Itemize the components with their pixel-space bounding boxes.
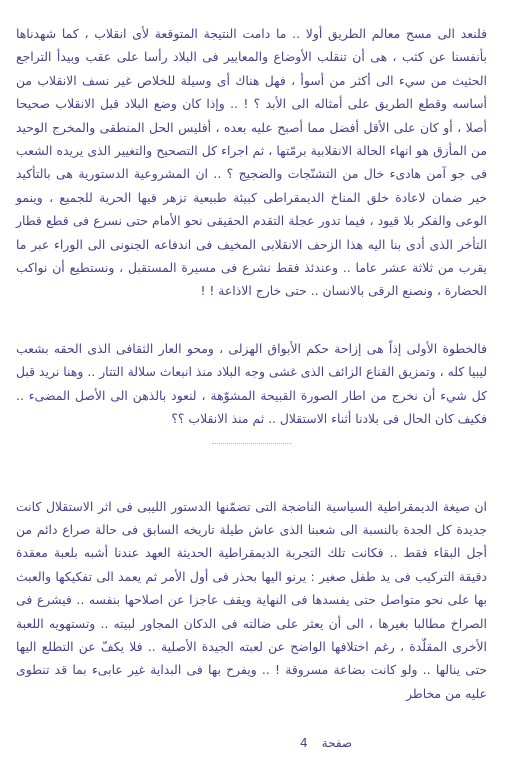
paragraph-3: ان صيغة الديمقراطية السياسية الناضجة التى تضمّنها الدستور الليبى فى اثر الاستقلال كانت جديدة كل الجدة بالنسبة الى شعبنا الذى عاش طيلة تاريخه السابق فى حالة صراع دائم من أجل البقاء فقط .. فكانت تلك التجربة الديمقراطية الحديثة العهد عندنا أشبه بلعبة معقدة دقيقة التركيب فى يد طفل صغير : يرنو اليها بحذر فى أول الأمر ثم يعمد الى تفكيكها والعبث بها على نحو متواصل حتى يفسدها فى النهاية ويقف عاجزا عن اصلاحها بنفسه .. فيشرع فى الصراخ مطالبا بغيرها ، الى أن يعثر على ضالته فى الدكان المجاور لبيته .. وتستهويه اللعبة الأخرى المقلّدة ، رغم اختلافها الواضح عن لعبته الجيدة الأصلية .. فلا يكفّ عن التطلع اليها حتى ينالها .. ولو كانت بضاعة مسروقة ! .. ويفرح بها فى البداية غير عابىء بما قد تنطوى عليه من مخاطر xyxy=(16,498,487,701)
section-divider xyxy=(212,443,292,445)
page-label: صفحة xyxy=(321,736,353,750)
page-number: 4 xyxy=(300,736,308,750)
paragraph-2: فالخطوة الأولى إذاً هى إزاحة حكم الأبواق الهزلى ، ومحو العار الثقافى الذى الحقه بشعب ليبيا كله ، وتمزيق القناع الزائف الذى غشى وجه البلاد منذ انبعاث سلالة التتار .. وهنا نريد قبل كل شيء أن نخرج من اطار الصورة القبيحة المشوّهة ، لنعود بالذهن الى الأصل المضىء .. فكيف كان الحال فى بلادنا أثناء الاستقلال .. ثم منذ الانقلاب ؟؟ xyxy=(16,340,487,427)
paragraph-1: فلنعد الى مسح معالم الطريق أولا .. ما دامت النتيجة المتوقعة لأى انقلاب ، كما شهدناها بأنفسنا عن كثب ، هى أن تنقلب الأوضاع والمعايير فى البلاد رأسا على عقب وبيدأ التراجع الحثيث من سيء الى أكثر من أسوأ ، فهل هناك أى وسيلة للخلاص غير نسف الانقلاب من أساسه وقطع الطريق على أمثاله الى الأبد ؟ ! .. وإذا كان وضع البلاد قبل الانقلاب صحيحا أصلا ، أو كان على الأقل أفضل مما أصبح عليه بعده ، أفليس الحل المنطقى والمخرج الوحيد من المأزق هو انهاء الحالة الانقلابية برمّتها ، ثم اجراء كل التصحيح والتغيير الذى يريده الشعب فى جو آمن هادىء خال من التشنّجات والضجيج ؟ .. ان المشروعية الدستورية هى بالتأكيد خير ضمان لاعادة خلق المناخ الديمقراطى كبيئة طبيعية تزهر فيها الحرية للجميع ، وينمو الوعى والفكر بلا قيود ، فيما تدور عجلة التقدم الحقيقى نحو الأمام حتى نسرع فى قطع قطار التأخر الذى أدى بنا اليه هذا الزحف الانقلابى المخيف فى اندفاعه الجنونى الى الوراء عبر ما يقرب من ثلاثة عشر عاما .. وعندئذ فقط نشرع فى مسيرة المستقبل ، ونستطيع أن نواكب الحضارة ، ونصنع الرقى بالانسان .. حتى خارج الاذاعة ! ! xyxy=(16,26,487,299)
page-footer xyxy=(300,736,352,750)
